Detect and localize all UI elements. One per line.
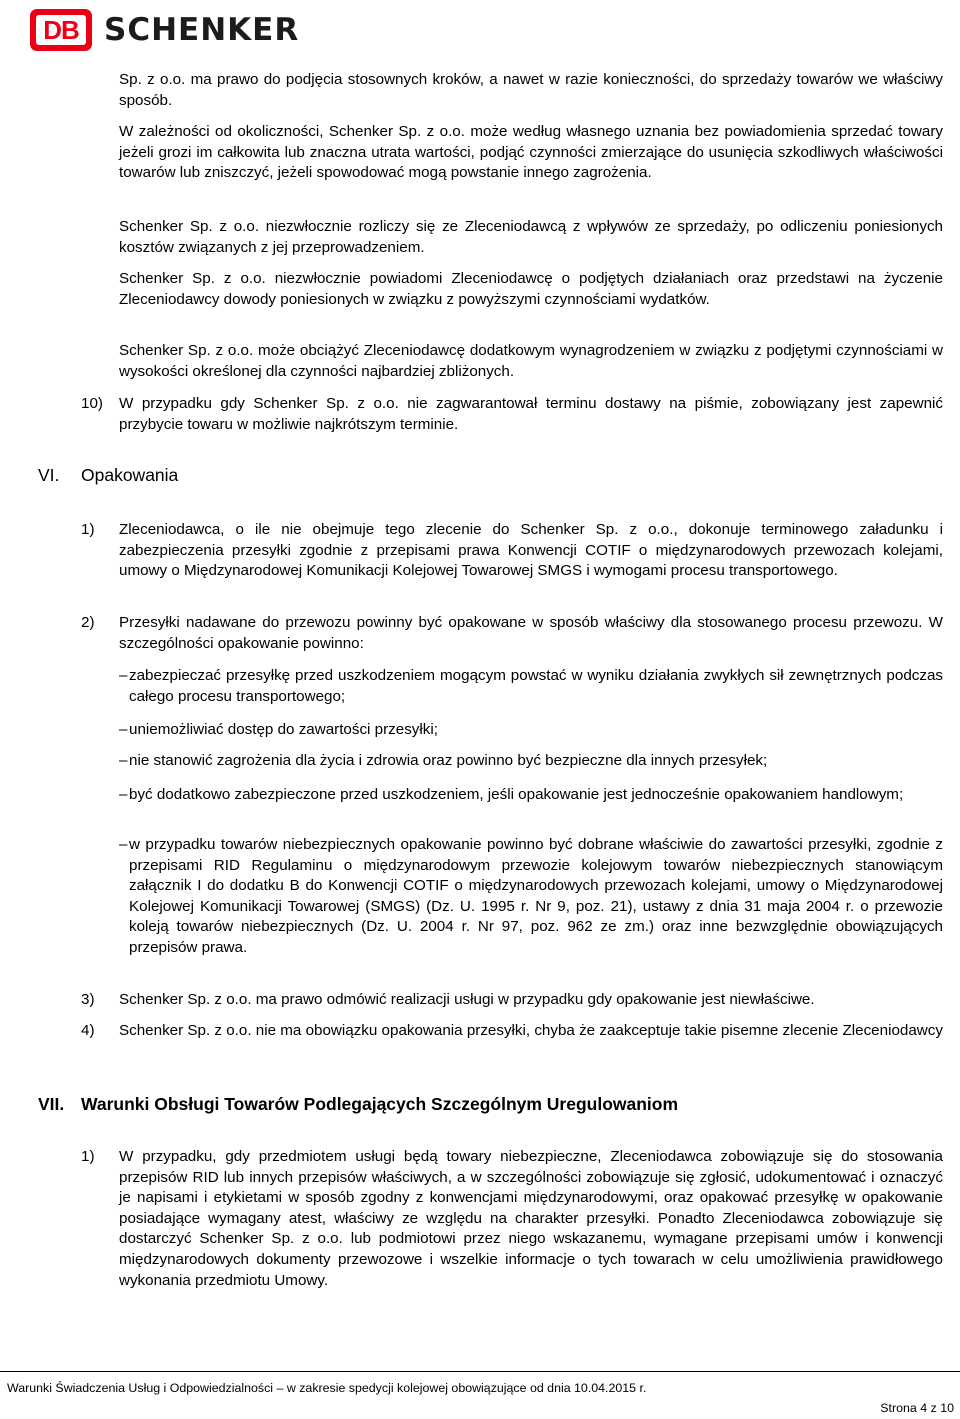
list-item: W przypadku, gdy przedmiotem usługi będą towary niebezpieczne, Zleceniodawca zobowiązuje się do stosowania przepisów RID lub innych przepisów właściwych, a w szczególności zobowiązuje się zgłosić, udokumentować i oznaczyć je napisami i etykietami w sposób zgodny z konwencjami międzynarodowymi, oraz opakować przesyłkę w opakowanie posiadające wymagany atest, właściwy ze względu na charakter przesyłki. Ponadto Zleceniodawca zobowiązuje się dostarczyć Schenker Sp. z o.o. lub podmiotowi przez niego wskazanemu, wymagane przepisami umów i konwencji międzynarodowych dokumenty przewozowe i wszelkie informacje o tych towarach w celu umożliwienia prawidłowego wykonania przedmiotu Umowy. bbox=[119, 1148, 943, 1289]
item-number: 10) bbox=[81, 395, 103, 412]
list-item: Zleceniodawca, o ile nie obejmuje tego zlecenie do Schenker Sp. z o.o., dokonuje terminowego załadunku i zabezpieczenia przesyłki zgodnie z przepisami prawa Konwencji COTIF o międzynarodowych przewozach kolejami, umowy o Międzynarodowej Komunikacji Kolejowej Towarowej SMGS i wymogami procesu transportowego. bbox=[119, 521, 943, 580]
dash-item-text: nie stanowić zagrożenia dla życia i zdrowia oraz powinno być bezpieczne dla innych przesyłek; bbox=[129, 752, 768, 769]
dash-item-text: być dodatkowo zabezpieczone przed uszkodzeniem, jeśli opakowanie jest jednocześnie opakowaniem handlowym; bbox=[129, 786, 904, 803]
footer-divider bbox=[0, 1371, 960, 1372]
section-number: VI. bbox=[38, 465, 60, 485]
paragraph-notification: Schenker Sp. z o.o. niezwłocznie powiadomi Zleceniodawcę o podjętych działaniach oraz przedstawi na życzenie Zleceniodawcy dowody poniesionych w związku z powyższymi czynnościami wydatków. bbox=[119, 270, 943, 308]
section-number: VII. bbox=[38, 1094, 65, 1114]
list-item-number: 4) bbox=[81, 1022, 95, 1039]
list-item-number: 1) bbox=[81, 521, 95, 538]
dash-item bbox=[119, 751, 943, 772]
paragraph-delivery-term: W przypadku gdy Schenker Sp. z o.o. nie zagwarantował terminu dostawy na piśmie, zobowiązany jest zapewnić przybycie towaru w możliwie najkrótszym terminie. bbox=[119, 395, 943, 433]
dash-item-text: w przypadku towarów niebezpiecznych opakowanie powinno być dobrane właściwie do zawartości przesyłki, zgodnie z przepisami RID Regulaminu o międzynarodowym przewozie kolejowym towarów niebezpiecznych stanowiącym załącznik I do dodatku B do Konwencji COTIF o międzynarodowych przewozach kolejami, umowy o Międzynarodowej Kolejowej Komunikacji Towarowej (SMGS) (Dz. U. 1995 r. Nr 9, poz. 21), ustawy z dnia 31 maja 2004 r. o przewozie koleją towarów niebezpiecznych (Dz. U. 2004 r. Nr 97, poz. 962 ze zm.) oraz inne bezwzględnie obowiązujących przepisów prawa. bbox=[129, 836, 943, 956]
page-number: Strona 4 z 10 bbox=[880, 1401, 954, 1415]
dash-mark: – bbox=[119, 721, 128, 738]
dash-item-text: uniemożliwiać dostęp do zawartości przesyłki; bbox=[129, 721, 438, 738]
db-logo-mark: DB bbox=[30, 9, 92, 51]
list-item-number: 3) bbox=[81, 991, 95, 1008]
dash-item bbox=[119, 720, 943, 741]
list-item: Schenker Sp. z o.o. ma prawo odmówić realizacji usługi w przypadku gdy opakowanie jest niewłaściwe. bbox=[119, 991, 815, 1008]
paragraph-extra-fee: Schenker Sp. z o.o. może obciążyć Zleceniodawcę dodatkowym wynagrodzeniem w związku z podjętymi czynnościami w wysokości określonej dla czynności najbardziej zbliżonych. bbox=[119, 342, 943, 380]
dash-mark: – bbox=[119, 786, 128, 803]
paragraph-sale-conditions: W zależności od okoliczności, Schenker Sp. z o.o. może według własnego uznania bez powiadomienia sprzedać towary jeżeli grozi im całkowita lub znaczna utrata wartości, podjąć czynności zmierzające do usunięcia szkodliwych właściwości towarów lub zniszczyć, jeżeli spowodować mogą powstanie innego zagrożenia. bbox=[119, 123, 943, 182]
list-item-number: 1) bbox=[81, 1148, 95, 1165]
list-item-number: 2) bbox=[81, 614, 95, 631]
dash-item bbox=[119, 666, 943, 707]
list-item: Schenker Sp. z o.o. nie ma obowiązku opakowania przesyłki, chyba że zaakceptuje takie pisemne zlecenie Zleceniodawcy bbox=[119, 1022, 943, 1039]
dash-mark: – bbox=[119, 836, 128, 853]
footer-document-title: Warunki Świadczenia Usług i Odpowiedzialności – w zakresie spedycji kolejowej obowiązujące od dnia 10.04.2015 r. bbox=[7, 1381, 647, 1395]
dash-item bbox=[119, 835, 943, 959]
brand-name: SCHENKER bbox=[104, 11, 300, 48]
paragraph-sale-rights: Sp. z o.o. ma prawo do podjęcia stosownych kroków, a nawet w razie konieczności, do sprzedaży towarów we właściwy sposób. bbox=[119, 71, 943, 109]
dash-mark: – bbox=[119, 752, 128, 769]
dash-mark: – bbox=[119, 667, 128, 684]
paragraph-settlement: Schenker Sp. z o.o. niezwłocznie rozliczy się ze Zleceniodawcą z wpływów ze sprzedaży, po odliczeniu poniesionych kosztów związanych z jej przeprowadzeniem. bbox=[119, 218, 943, 256]
list-item: Przesyłki nadawane do przewozu powinny być opakowane w sposób właściwy dla stosowanego procesu przewozu. W szczególności opakowanie powinno: bbox=[119, 614, 943, 652]
section-title: Opakowania bbox=[81, 465, 179, 485]
section-title: Warunki Obsługi Towarów Podlegających Szczególnym Uregulowaniom bbox=[81, 1094, 679, 1114]
dash-item bbox=[119, 785, 943, 806]
dash-item-text: zabezpieczać przesyłkę przed uszkodzeniem mogącym powstać w wyniku działania zwykłych sił zewnętrznych podczas całego procesu transportowego; bbox=[129, 667, 943, 705]
company-logo bbox=[30, 7, 299, 53]
